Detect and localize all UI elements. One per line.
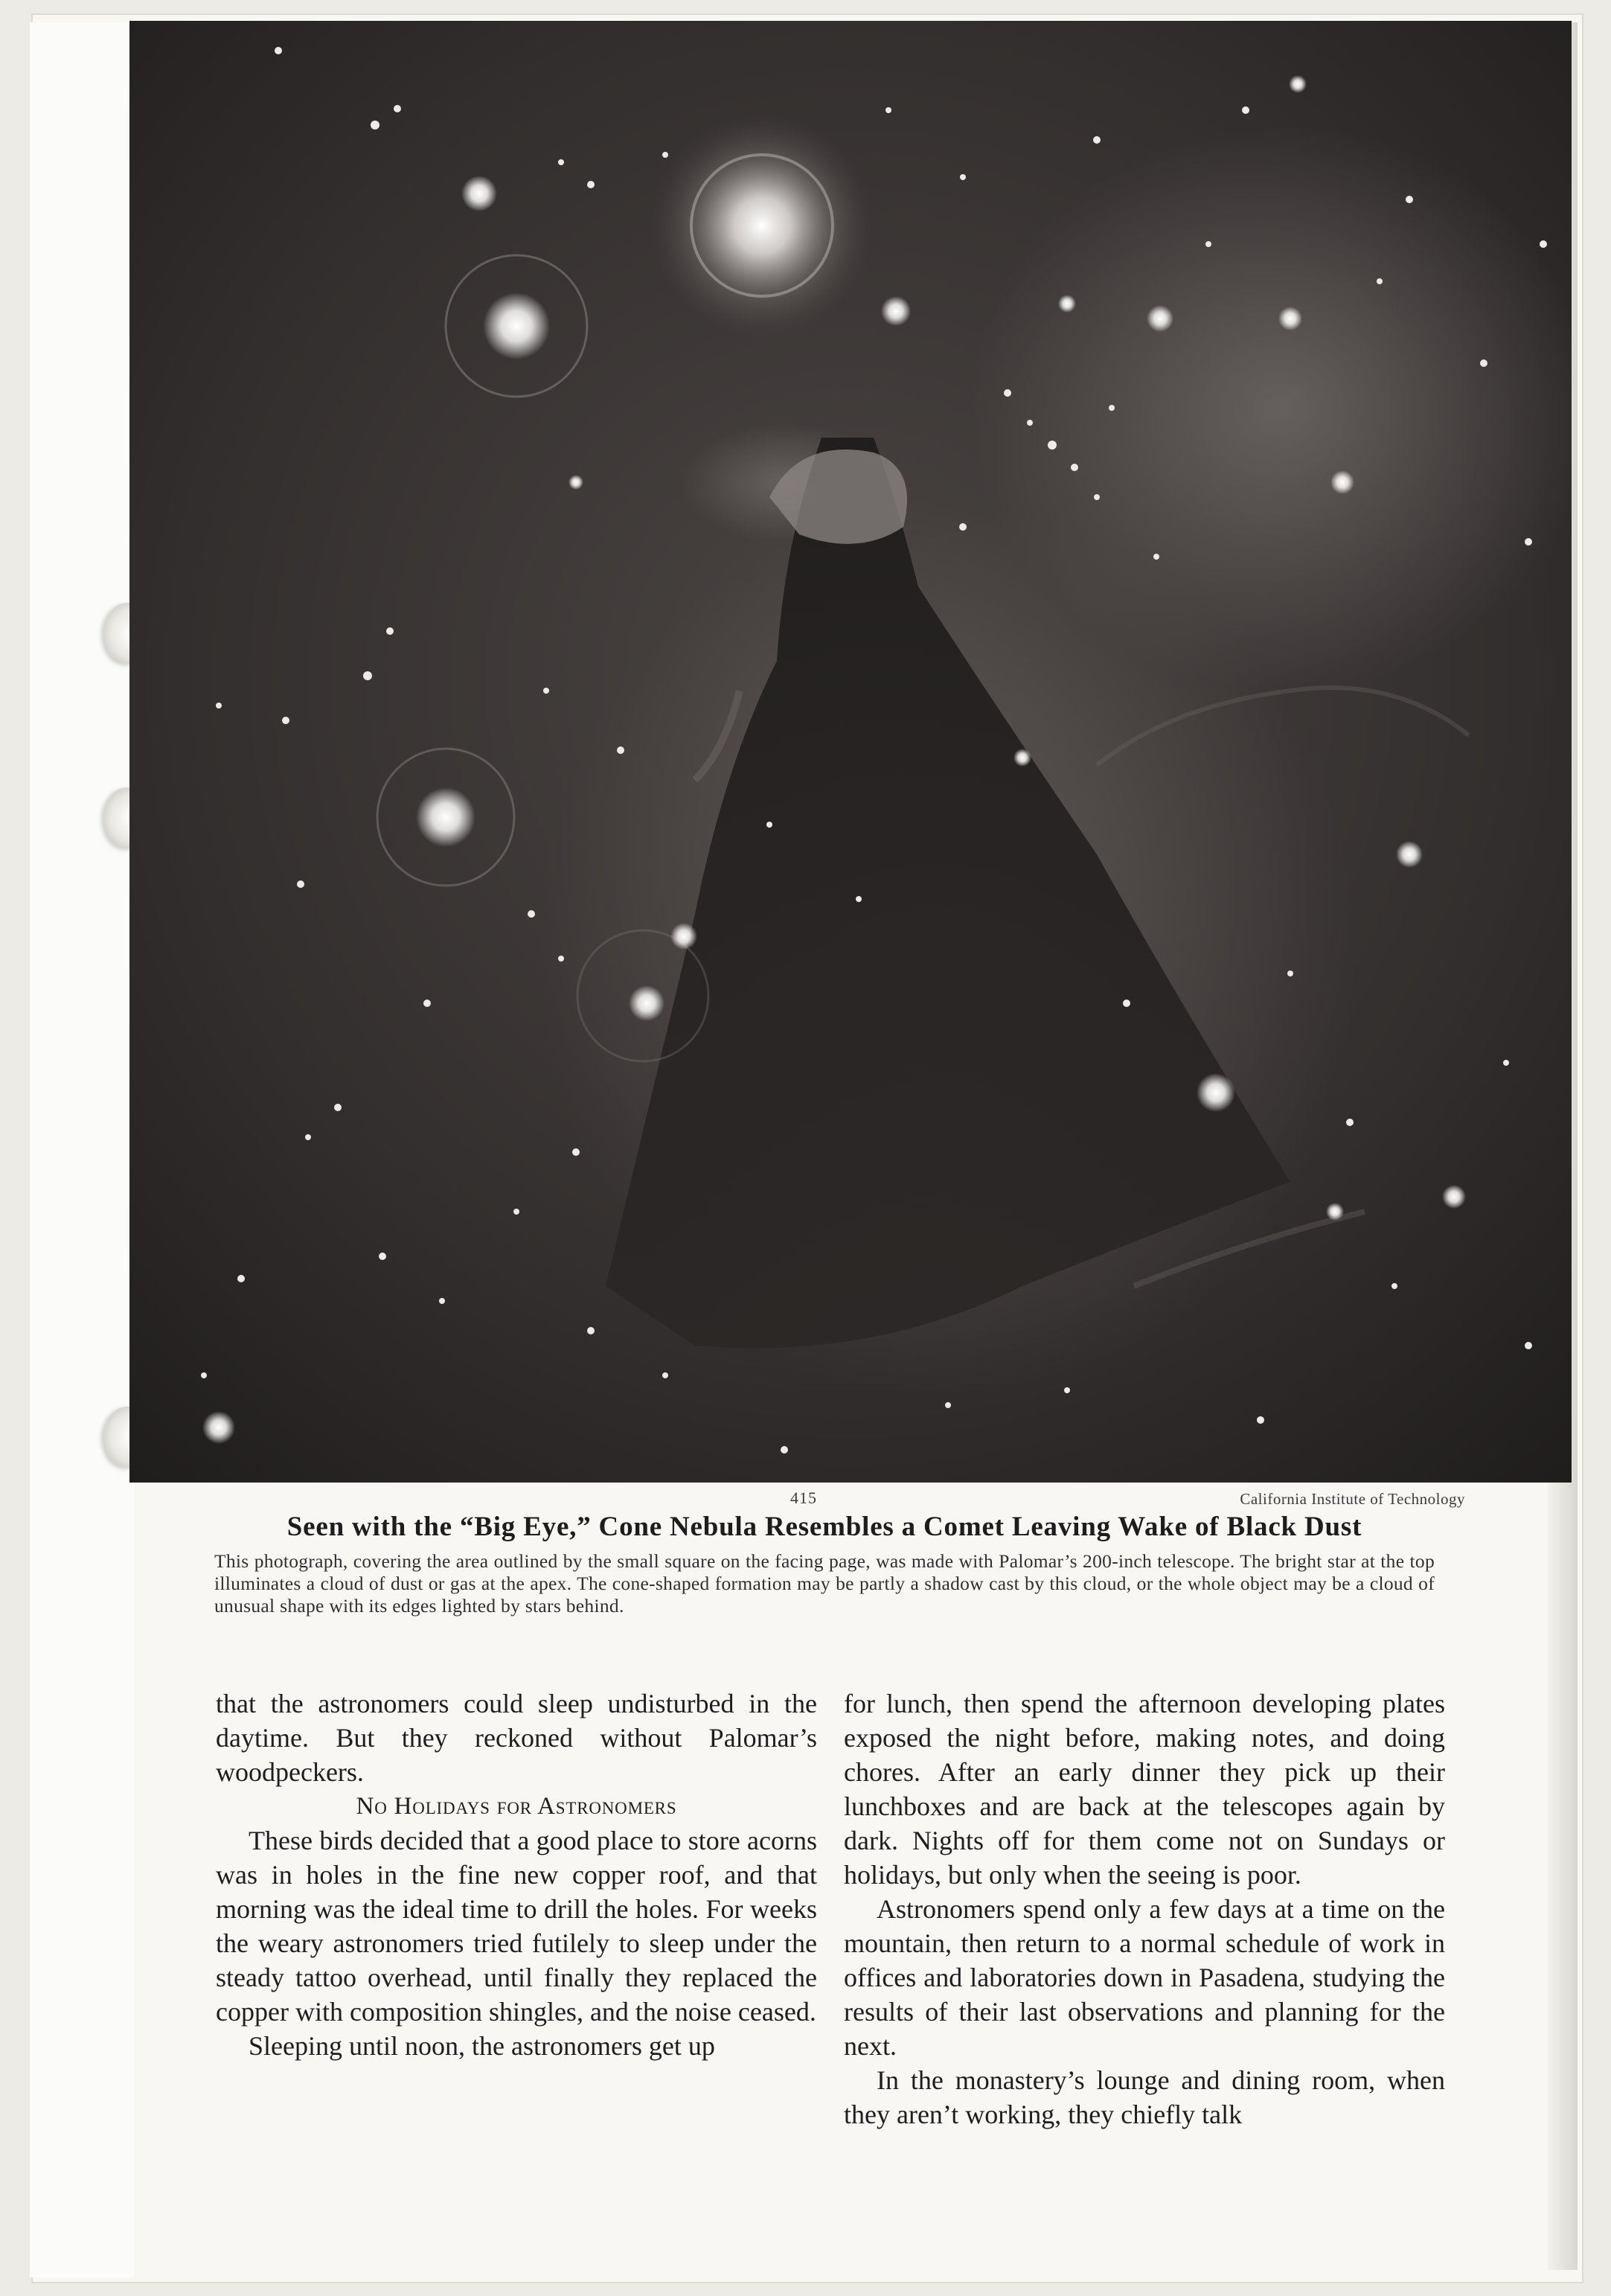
binding-strip: [30, 22, 134, 2277]
paragraph: These birds decided that a good place to store acorns was in holes in the fine new copper roof, and that morning was the ideal time to drill the holes. For weeks the weary astronomers tried futilely to sleep under the steady tattoo overhead, until finally they replaced the copper with composition shingles, and the noise ceased.: [216, 1826, 817, 2027]
caption-body: This photograph, covering the area outlined by the small square on the facing page, was made with Palomar’s 200-inch telescope. The bright star at the top illuminates a cloud of dust or gas at the apex. The cone-shaped formation may be partly a shadow cast by this cloud, or the whole object may be a cloud of unusual shape with its edges lighted by stars behind.: [214, 1550, 1435, 1617]
article-column-2: [844, 1686, 1445, 2132]
paragraph: for lunch, then spend the afternoon developing plates exposed the night before, making notes, and doing chores. After an early dinner they pick up their lunchboxes and are back at the telescopes again by dark. Nights off for them come not on Sundays or holidays, but only when the seeing is poor.: [844, 1689, 1445, 1890]
photo-credit: California Institute of Technology: [1240, 1490, 1465, 1508]
article-column-1: [216, 1686, 817, 2063]
paragraph: In the monastery’s lounge and dining room, when they aren’t working, they chiefly talk: [844, 2065, 1445, 2129]
paragraph: Sleeping until noon, the astronomers get up: [249, 2031, 715, 2061]
nebula-photograph: [129, 21, 1572, 1483]
nebula-image: [129, 21, 1572, 1483]
paragraph: Astronomers spend only a few days at a time on the mountain, then return to a normal schedule of work in offices and laboratories down in Pasadena, studying the results of their last observations and planning for the next.: [844, 1894, 1445, 2061]
paragraph: that the astronomers could sleep undisturbed in the daytime. But they reckoned without Palomar’s woodpeckers.: [216, 1689, 817, 1787]
page-number: 415: [790, 1488, 817, 1507]
section-subhead: No Holidays for Astronomers: [356, 1793, 677, 1820]
caption-headline: Seen with the “Big Eye,” Cone Nebula Resembles a Comet Leaving Wake of Black Dust: [286, 1512, 1362, 1542]
